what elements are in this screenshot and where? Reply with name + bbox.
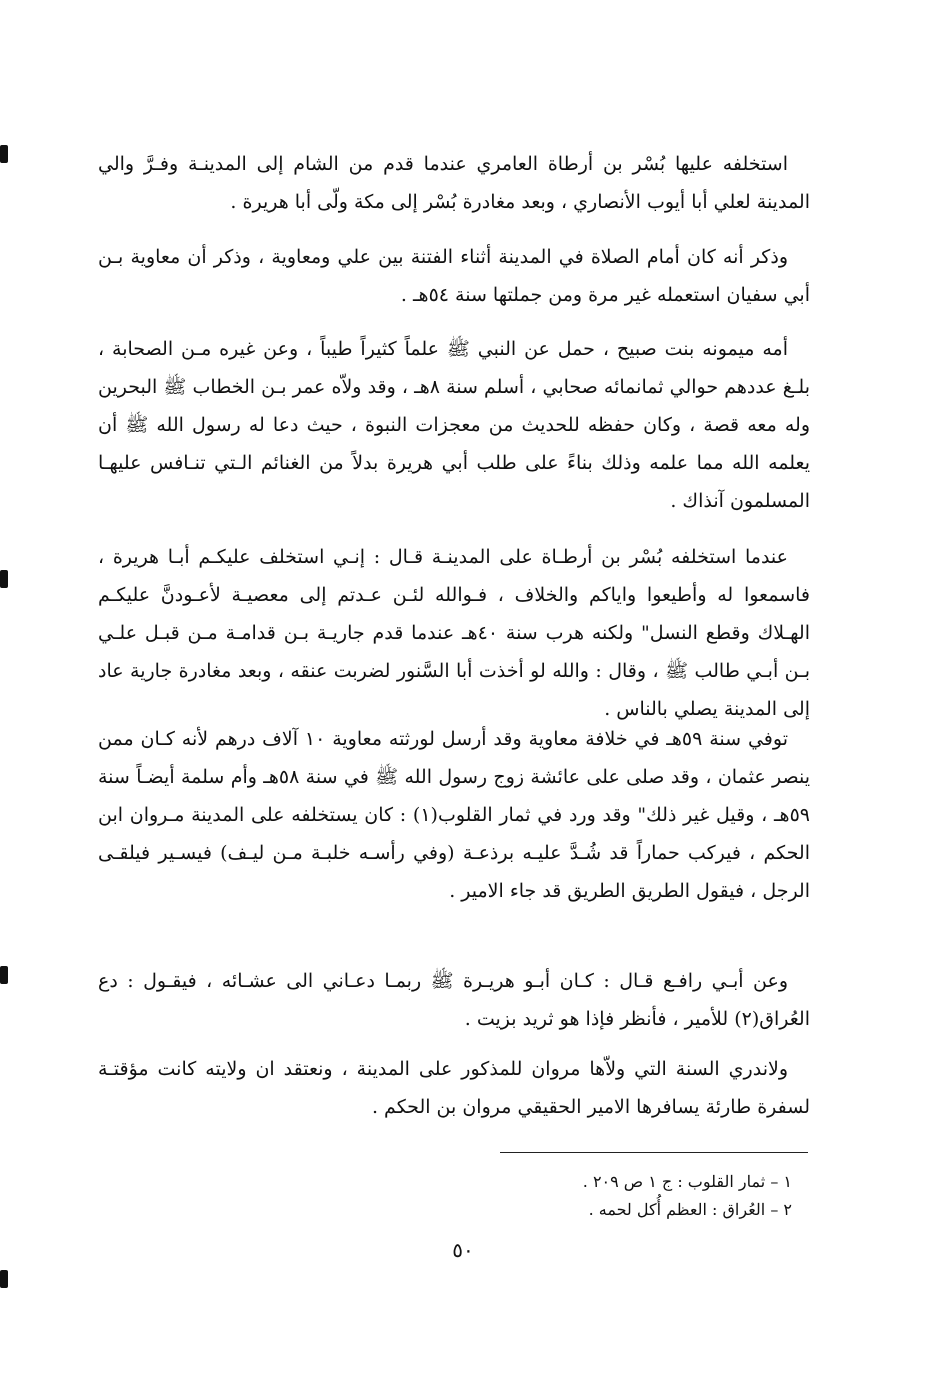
paragraph-text: استخلفه عليها بُسْر بن أرطاة العامري عندما قدم من الشام إلى المدينـة وفـرَّ والي المدينة لعلي أبا أيوب الأنصاري ، وبعد مغادرة بُسْر إلى مكة ولّى أبا هريرة .	[98, 153, 810, 213]
paragraph-1	[98, 145, 810, 221]
scan-edge-mark	[0, 1270, 8, 1288]
paragraph-6	[98, 962, 810, 1038]
footnote-2: ٢ – العُراق : العظم أُكل لحمه .	[588, 1200, 792, 1219]
paragraph-text: وعن أبـي رافـع قـال : كـان أبـو هريـرة ﷺ ربمـا دعـاني الى عشـائه ، فيقـول : دع العُراق(٢) للأمير ، فأنظر فإذا هو ثريد بزيت .	[98, 970, 810, 1030]
paragraph-text: عندما استخلفه بُسْر بن أرطـاة على المدينـة قـال : إنـي استخلف عليكـم أبـا هريرة ، فاسمعوا له وأطيعوا واياكم والخلاف ، فـوالله لئـن عـدتم إلى معصيـة لأعـودنَّ عليكـم الهـلاك وقطع النسل" ولكنه هرب سنة ٤٠هـ عندما قدم جاريـة بـن قدامـة مـن قبـل علـي بـن أبـي طالب ﷺ ، وقال : والله لو أخذت أبا السَّنور لضربت عنقه ، وبعد مغادرة جارية عاد إلى المدينة يصلي بالناس .	[98, 546, 810, 720]
scan-edge-mark	[0, 966, 8, 984]
paragraph-text: وذكر أنه كان أمام الصلاة في المدينة أثناء الفتنة بين علي ومعاوية ، وذكر أن معاوية بـن أبي سفيان استعمله غير مرة ومن جملتها سنة ٥٤هـ .	[98, 246, 810, 306]
paragraph-5	[98, 720, 810, 910]
paragraph-4	[98, 538, 810, 728]
paragraph-3	[98, 330, 810, 520]
scan-edge-mark	[0, 145, 8, 163]
paragraph-text: ولاندري السنة التي ولاّها مروان للمذكور على المدينة ، ونعتقد ان ولايته كانت مؤقتـة لسفرة طارئة يسافرها الامير الحقيقي مروان بن الحكم .	[98, 1058, 810, 1118]
scan-edge-mark	[0, 570, 8, 588]
paragraph-text: أمه ميمونه بنت صبيح ، حمل عن النبي ﷺ علماً كثيراً طيباً ، وعن غيره مـن الصحابة ، بلـغ عددهم حوالي ثمانمائه صحابي ، أسلم سنة ٨هـ ، وقد ولاّه عمر بـن الخطاب ﷺ البحرين وله معه قصة ، وكان حفظه للحديث من معجزات النبوة ، حيث دعا له رسول الله ﷺ أن يعلمه الله مما علمه وذلك بناءً على طلب أبي هريرة بدلاً من الغنائم الـتي تنـافس عليهـا المسلمون آنذاك .	[98, 338, 810, 512]
page-number: ٥٠	[452, 1238, 474, 1262]
footnote-divider	[500, 1152, 808, 1153]
footnotes	[500, 1168, 792, 1224]
paragraph-7	[98, 1050, 810, 1126]
footnote-1: ١ – ثمار القلوب : ج ١ ص ٢٠٩ .	[582, 1172, 792, 1191]
paragraph-text: توفي سنة ٥٩هـ في خلافة معاوية وقد أرسل لورثته معاوية ١٠ آلاف درهم لأنه كـان ممن ينصر عثمان ، وقد صلى على عائشة زوج رسول الله ﷺ في سنة ٥٨هـ وأم سلمة أيضـاً سنة ٥٩هـ ، وقيل غير ذلك" وقد ورد في ثمار القلوب(١) : كان يستخلفه على المدينة مـروان ابن الحكم ، فيركب حماراً قد شُـدَّ عليـه برذعـة (وفي رأسـه خلبـة مـن ليـف) فيسـير فيلقـى الرجل ، فيقول الطريق الطريق قد جاء الامير .	[98, 728, 810, 902]
paragraph-2	[98, 238, 810, 314]
